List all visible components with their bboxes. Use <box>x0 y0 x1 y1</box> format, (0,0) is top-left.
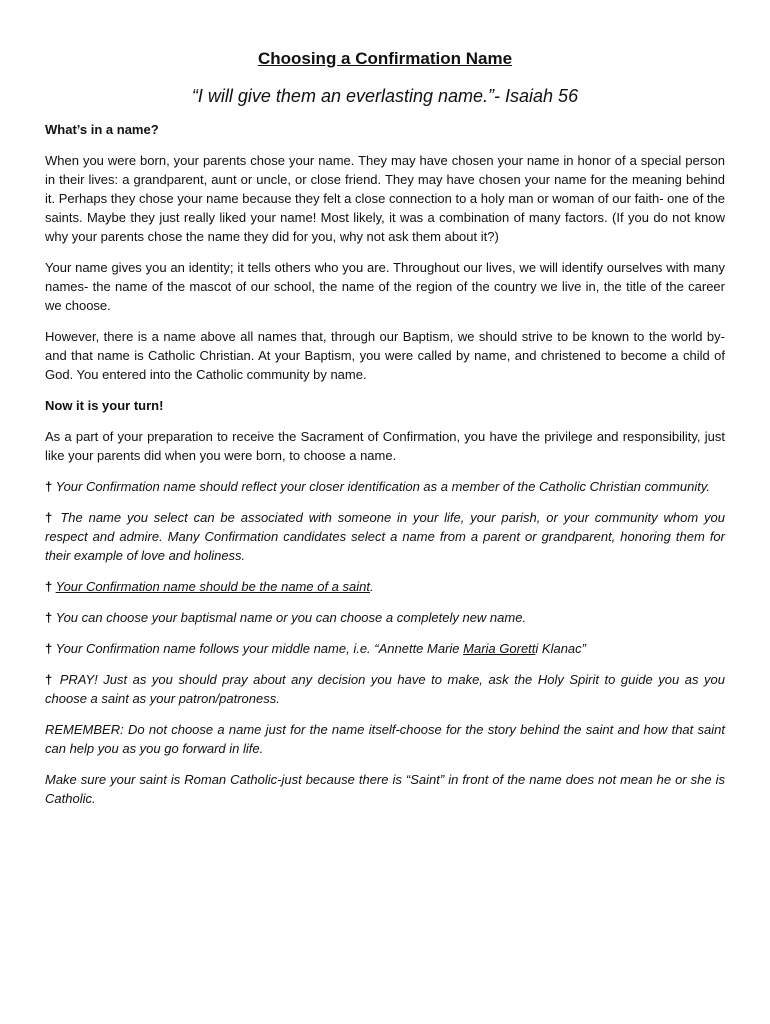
bullet-follows-suffix: i Klanac” <box>535 641 586 656</box>
bullet-reflect-text: Your Confirmation name should reflect your closer identification as a member of the Catholic Christian community. <box>55 479 711 494</box>
section-heading-whats-in-a-name: What’s in a name? <box>45 122 159 137</box>
bullet-baptismal-text: You can choose your baptismal name or you can choose a completely new name. <box>55 610 527 625</box>
paragraph-remember: REMEMBER: Do not choose a name just for the name itself-choose for the story behind the saint and how that saint can help you as you go forward in life. <box>45 722 725 756</box>
bullet-pray-text: PRAY! Just as you should pray about any decision you have to make, ask the Holy Spirit to guide you as you choose a saint as your patron/patroness. <box>45 672 725 706</box>
bullet-saint-period: . <box>369 579 374 594</box>
paragraph-identity: Your name gives you an identity; it tells others who you are. Throughout our lives, we will identify ourselves with many names- the name of the mascot of our school, the name of the region of the country we live in, the title of the career we choose. <box>45 260 725 313</box>
bullet-reflect <box>45 477 725 496</box>
section-heading-your-turn: Now it is your turn! <box>45 398 164 413</box>
bullet-follows-example-name: Maria Gorett <box>463 641 536 656</box>
bullet-associated <box>45 508 725 565</box>
bullet-follows <box>45 639 725 658</box>
cross-icon: † <box>45 510 55 525</box>
paragraph-born: When you were born, your parents chose your name. They may have chosen your name in honor of a special person in their lives: a grandparent, aunt or uncle, or close friend. They may have chosen your name for the meaning behind it. Perhaps they chose your name because they felt a close connection to a holy man or woman of our faith- one of the saints. Maybe they just really liked your name! Most likely, it was a combination of many factors. (If you do not know why your parents chose the name they did for you, why not ask them about it?) <box>45 153 726 244</box>
bullet-pray <box>45 670 725 708</box>
bullet-baptismal <box>45 608 725 627</box>
bullet-saint-text: Your Confirmation name should be the name of a saint <box>55 579 370 594</box>
bullet-associated-text: The name you select can be associated with someone in your life, your parish, or your community whom you respect and admire. Many Confirmation candidates select a name from a parent or grandparent, honoring them for their example of love and holiness. <box>45 510 725 563</box>
bullet-follows-prefix: Your Confirmation name follows your middle name, i.e. “Annette Marie <box>55 641 464 656</box>
cross-icon: † <box>45 479 53 494</box>
paragraph-make-sure: Make sure your saint is Roman Catholic-just because there is “Saint” in front of the name does not mean he or she is Catholic. <box>45 772 725 806</box>
paragraph-preparation: As a part of your preparation to receive the Sacrament of Confirmation, you have the privilege and responsibility, just like your parents did when you were born, to choose a name. <box>45 429 725 463</box>
cross-icon: † <box>45 672 55 687</box>
cross-icon: † <box>45 641 53 656</box>
cross-icon: † <box>45 579 53 594</box>
document-title: Choosing a Confirmation Name <box>257 49 513 68</box>
cross-icon: † <box>45 610 53 625</box>
bullet-saint <box>45 577 725 596</box>
paragraph-baptism: However, there is a name above all names that, through our Baptism, we should strive to be known to the world by- and that name is Catholic Christian. At your Baptism, you were called by name, and christened to become a child of God. You entered into the Catholic community by name. <box>45 329 725 382</box>
scripture-quote: “I will give them an everlasting name.”- Isaiah 56 <box>191 86 579 106</box>
